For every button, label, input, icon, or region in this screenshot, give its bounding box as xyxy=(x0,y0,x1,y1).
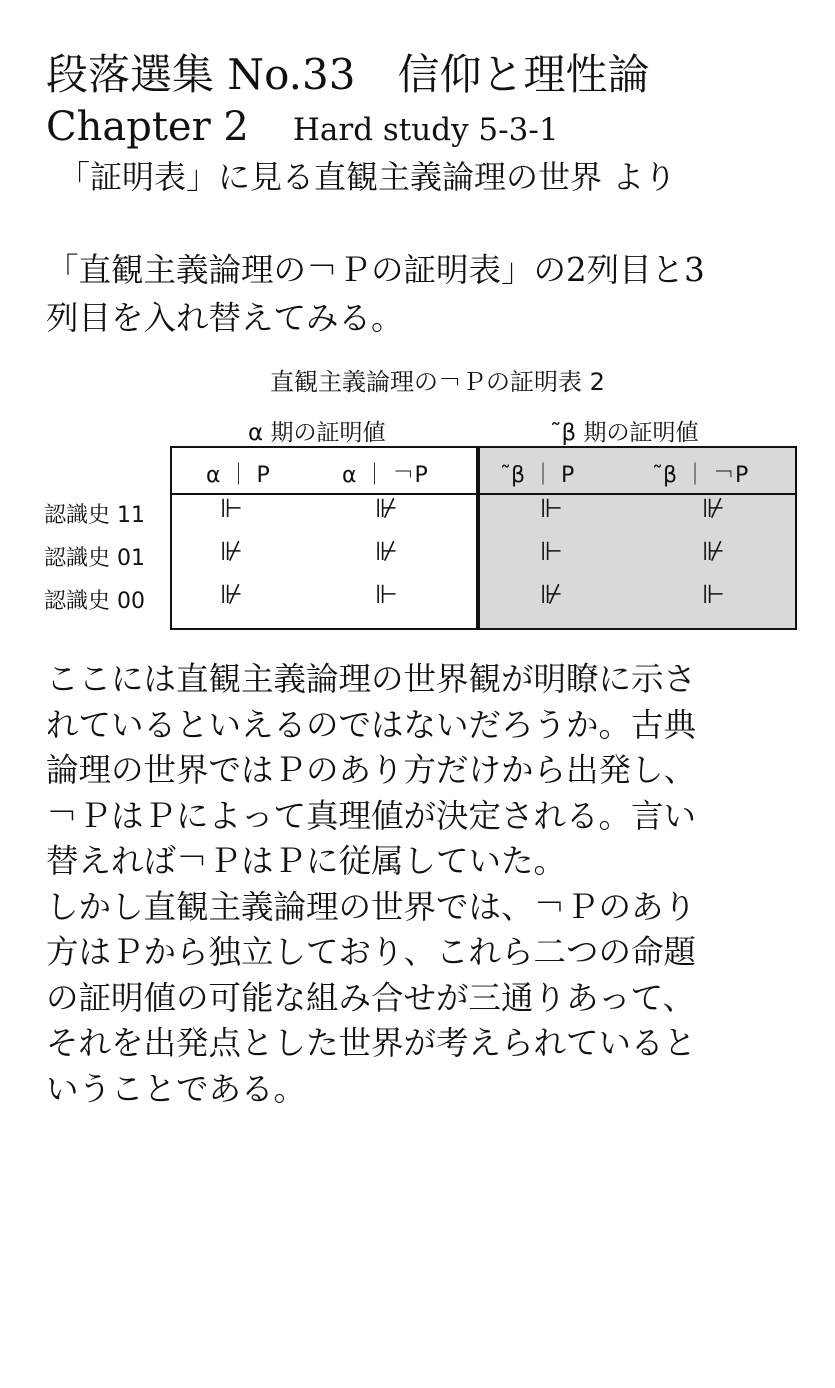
row-label: 認識史 01 xyxy=(44,546,145,571)
column-header: ˜β ｜ P xyxy=(500,463,575,488)
source-line: 「証明表」に見る直観主義論理の世界 より xyxy=(58,158,677,196)
chapter-line xyxy=(46,104,559,150)
column-header: α ｜ P xyxy=(206,463,270,488)
row-label: 認識史 00 xyxy=(44,589,145,614)
text-line: 替えれば￢ＰはＰに従属していた。 xyxy=(46,842,567,880)
page-title: 段落選集 No.33 信仰と理性論 xyxy=(46,50,650,99)
table-cell: ⊩ xyxy=(540,537,563,567)
intro-paragraph xyxy=(46,246,705,342)
table-cell: ⊮ xyxy=(375,494,398,524)
table-cell: ⊮ xyxy=(375,537,398,567)
table-cell: ⊩ xyxy=(702,580,725,610)
text-line: いうことである。 xyxy=(46,1069,307,1108)
study-label: Hard study 5-3-1 xyxy=(292,112,559,148)
text-line: しかし直観主義論理の世界では、￢Ｐのあり xyxy=(46,887,697,926)
text-line: それを出発点とした世界が考えられていると xyxy=(46,1024,697,1062)
chapter-label: Chapter 2 xyxy=(46,104,249,150)
group-header-beta: ˜β 期の証明値 xyxy=(550,420,699,446)
text-line: 方はＰから独立しており、これら二つの命題 xyxy=(46,933,697,971)
text-line: ￢ＰはＰによって真理値が決定される。言い xyxy=(46,796,697,835)
text-line: 列目を入れ替えてみる。 xyxy=(46,299,404,337)
table-cell: ⊮ xyxy=(220,537,243,567)
table-cell: ⊮ xyxy=(540,580,563,610)
table-cell: ⊮ xyxy=(220,580,243,610)
divider xyxy=(172,493,476,495)
text-line: ここには直観主義論理の世界観が明瞭に示さ xyxy=(46,660,697,698)
body-paragraph xyxy=(46,657,696,1112)
table-cell: ⊩ xyxy=(540,494,563,524)
text-line: れているといえるのではないだろうか。古典 xyxy=(46,705,697,744)
table-cell: ⊩ xyxy=(220,494,243,524)
text-line: 「直観主義論理の￢Ｐの証明表」の2列目と3 xyxy=(46,251,705,289)
table-cell: ⊩ xyxy=(375,580,398,610)
table-title: 直観主義論理の￢Ｐの証明表 2 xyxy=(270,368,605,396)
beta-block xyxy=(478,446,797,630)
alpha-block xyxy=(170,446,478,630)
text-line: の証明値の可能な組み合せが三通りあって、 xyxy=(46,978,696,1017)
table-cell: ⊮ xyxy=(702,537,725,567)
row-label: 認識史 11 xyxy=(44,503,145,528)
proof-table xyxy=(30,350,810,640)
group-header-alpha: α 期の証明値 xyxy=(248,420,386,446)
table-cell: ⊮ xyxy=(702,494,725,524)
text-line: 論理の世界ではＰのあり方だけから出発し、 xyxy=(46,751,697,789)
column-header: ˜β ｜ ￢P xyxy=(652,463,749,488)
divider xyxy=(480,493,795,495)
column-header: α ｜ ￢P xyxy=(342,463,428,488)
